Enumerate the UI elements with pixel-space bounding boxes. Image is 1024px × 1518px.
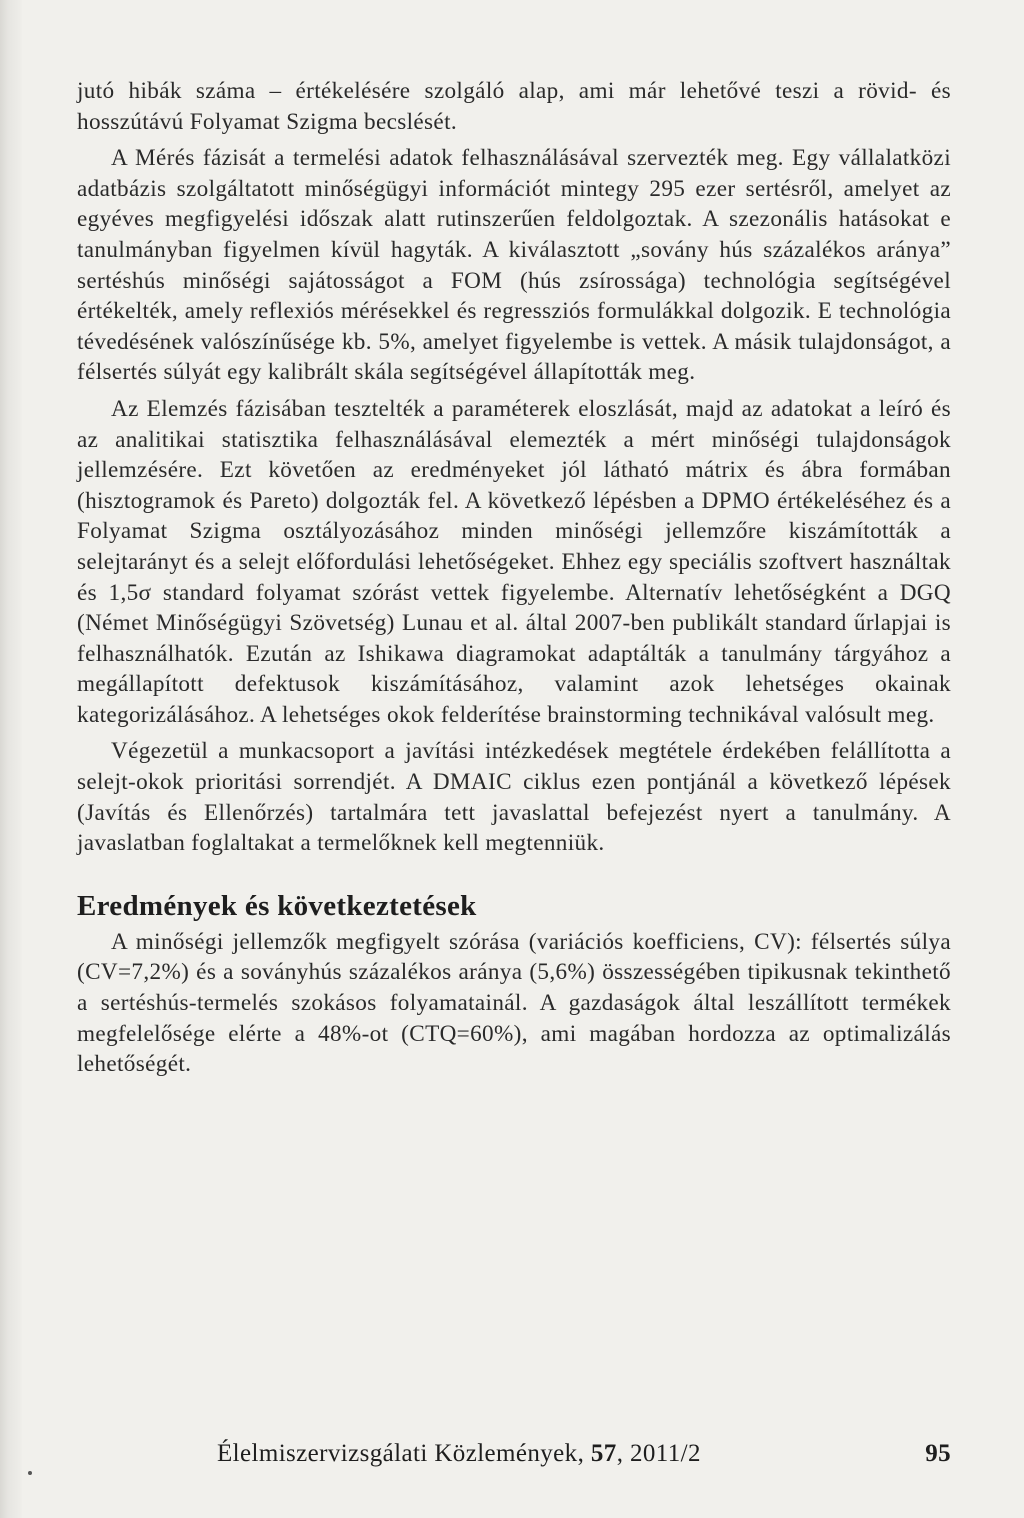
paragraph-results: A minőségi jellemzők megfigyelt szórása (variációs koefficiens, CV): félsertés súlya (CV=7,2%) és a soványhús százalékos aránya (5,6%) összességében tipikusnak tekinthető a sertéshús-termelés szokásos folyamatainál. A gazdaságok által leszállított termékek megfelelősége elérte a 48%-ot (CTQ=60%), ami magában hordozza az optimalizálás lehetőségét. [77,928,951,1078]
paragraph-continuation: jutó hibák száma – értékelésére szolgáló alap, ami már lehetővé teszi a rövid- és hosszútávú Folyamat Szigma becslését. [77,78,951,135]
page-number: 95 [925,1440,951,1467]
section-heading: Eredmények és következtetések [77,889,477,922]
paragraph-conclusion-steps: Végezetül a munkacsoport a javítási intézkedések megtétele érdekében felállította a selejt-okok prioritási sorrendjét. A DMAIC ciklus ezen pontjánál a következő lépések (Javítás és Ellenőrzés) tartalmára tett javaslattal befejezést nyert a tanulmány. A javaslatban foglaltakat a termelőknek kell megtenniük. [77,738,951,857]
paragraph-measure-phase: A Mérés fázisát a termelési adatok felhasználásával szervezték meg. Egy vállalatközi adatbázis szolgáltatott minőségügyi információt mintegy 295 ezer sertésről, amelyet az egyéves megfigyelési időszak alatt rutinszerűen feldolgoztak. A szezonális hatásokat e tanulmányban figyelmen kívül hagyták. A kiválasztott „sovány hús százalékos aránya” sertéshús minőségi sajátosságot a FOM (hús zsírossága) technológia segítségével értékelték, amely reflexiós mérésekkel és regressziós formulákkal dolgozik. E technológia tévedésének valószínűsége kb. 5%, amelyet figyelembe is vettek. A másik tulajdonságot, a félsertés súlyát egy kalibrált skála segítségével állapították meg. [77,145,951,386]
journal-volume: 57 [590,1440,617,1467]
paragraph-analysis-phase: Az Elemzés fázisában tesztelték a paraméterek eloszlását, majd az adatokat a leíró és az analitikai statisztika felhasználásával elemezték a mért minőségi tulajdonságok jellemzésére. Ezt követően az eredményeket jól látható mátrix és ábra formában (hisztogramok és Pareto) dolgozták fel. A következő lépésben a DPMO értékeléséhez és a Folyamat Szigma osztályozásához minden minőségi jellemzőre kiszámították a selejtarányt és a selejt előfordulási lehetőségeket. Ehhez egy speciális szoftvert használtak és 1,5σ standard folyamat szórást vettek figyelembe. Alternatív lehetőségként a DGQ (Német Minőségügyi Szövetség) Lunau et al. által 2007-ben publikált standard űrlapjai is felhasználhatók. Ezután az Ishikawa diagramokat adaptálták a tanulmány tárgyához a megállapított defektusok kiszámításához, valamint azok lehetséges okainak kategorizálásához. A lehetséges okok felderítése brainstorming technikával valósult meg. [77,395,951,728]
journal-issue: , 2011/2 [616,1440,701,1467]
page-binding-shadow [0,0,22,1518]
margin-mark [28,1471,32,1475]
body-text [77,76,951,1080]
page-footer [77,1440,951,1474]
journal-citation [217,1440,701,1468]
journal-name: Élelmiszervizsgálati Közlemények, [217,1440,591,1467]
